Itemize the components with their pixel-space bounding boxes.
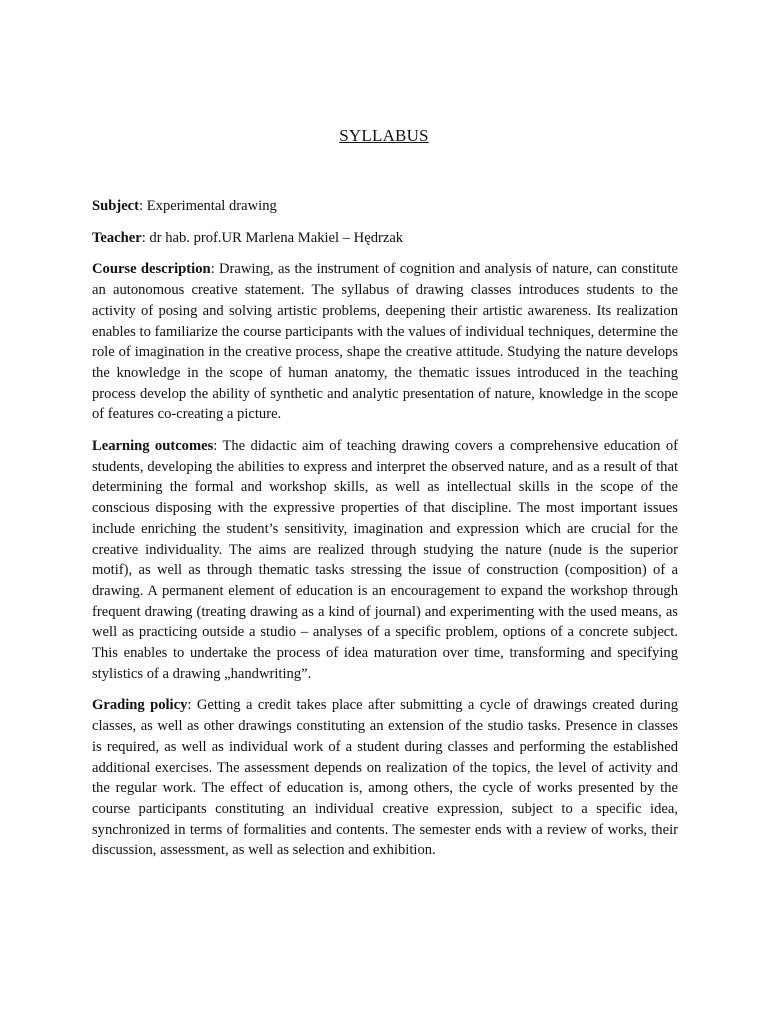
subject-line <box>92 196 678 217</box>
grading-policy-paragraph <box>92 695 678 861</box>
course-description-text: : Drawing, as the instrument of cognition and analysis of nature, can constitute an autonomous creative statement. The syllabus of drawing classes introduces students to the activity of posing and solving artistic problems, deepening their artistic awareness. Its realization enables to familiarize the course participants with the values of individual techniques, determine the role of imagination in the creative process, shape the creative attitude. Studying the nature develops the knowledge in the scope of human anatomy, the thematic issues introduced in the teaching process develop the ability of synthetic and analytic presentation of nature, knowledge in the scope of features co-creating a picture. <box>92 261 679 423</box>
course-description-paragraph <box>92 259 678 425</box>
learning-outcomes-paragraph <box>92 436 678 684</box>
grading-policy-text: : Getting a credit takes place after submitting a cycle of drawings created during classes, as well as other drawings constituting an extension of the studio tasks. Presence in classes is required, as well as individual work of a student during classes and performing the established additional exercises. The assessment depends on realization of the topics, the level of activity and the regular work. The effect of education is, among others, the cycle of works presented by the course participants constituting an individual creative expression, subject to a specific idea, synchronized in terms of formalities and contents. The semester ends with a review of works, their discussion, assessment, as well as selection and exhibition. <box>92 697 678 859</box>
subject-label: Subject <box>92 198 140 214</box>
learning-outcomes-label: Learning outcomes <box>92 438 214 455</box>
learning-outcomes-text: : The didactic aim of teaching drawing covers a comprehensive education of students, developing the abilities to express and interpret the observed nature, and as a result of that determining the formal and workshop skills, as well as intellectual skills in the scope of the conscious disposing with the expressive properties of that discipline. The most important issues include enriching the student’s sensitivity, imagination and expression which are crucial for the creative individuality. The aims are realized through studying the nature (nude is the superior motif), as well as through thematic tasks stressing the issue of construction (composition) of a drawing. A permanent element of education is an encouragement to expand the workshop through frequent drawing (treating drawing as a kind of journal) and experimenting with the used means, as well as practicing outside a studio – analyses of a specific problem, options of a concrete subject. This enables to undertake the process of idea maturation over time, transforming and specifying stylistics of a drawing „handwriting”. <box>92 438 678 682</box>
teacher-value: : dr hab. prof.UR Marlena Makiel – Hędrzak <box>141 229 404 246</box>
teacher-label: Teacher <box>92 229 142 246</box>
document-body <box>92 196 678 872</box>
document-title: SYLLABUS <box>339 126 429 145</box>
course-description-label: Course description <box>92 261 211 278</box>
grading-policy-label: Grading policy <box>92 697 188 714</box>
teacher-line <box>92 228 678 249</box>
subject-value: : Experimental drawing <box>139 198 277 214</box>
